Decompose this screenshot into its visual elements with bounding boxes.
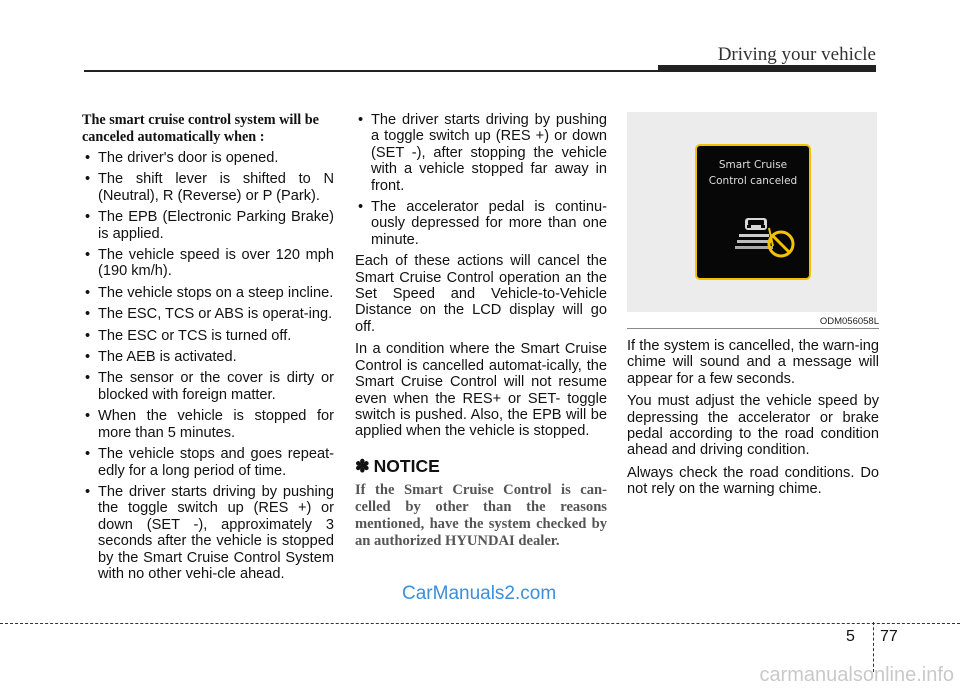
list-item: • When the vehicle is stopped for more than 5 minutes.: [82, 408, 334, 441]
cluster-display-figure: [627, 112, 877, 312]
column-left: [82, 112, 334, 587]
footer-site-link[interactable]: carmanualsonline.info: [759, 664, 954, 686]
list-item: • The ESC, TCS or ABS is operat-ing.: [82, 306, 334, 322]
list-item: • The driver starts driving by pushing a toggle switch up (RES +) or down (SET -), after stopping the vehicle with a vehicle stopped far away in front.: [355, 112, 607, 194]
page-number: 77: [880, 628, 898, 645]
body-paragraph: You must adjust the vehicle speed by depressing the accelerator or brake pedal according to the road condition ahead and driving condition.: [627, 393, 879, 459]
body-paragraph: Each of these actions will cancel the Smart Cruise Control operation an the Set Speed and Vehicle-to-Vehicle Distance on the LCD display will go off.: [355, 253, 607, 335]
footer-rule: [0, 623, 960, 624]
header-rule-accent: [658, 65, 876, 71]
list-item: • The ESC or TCS is turned off.: [82, 328, 334, 344]
cancel-conditions-list: [82, 150, 334, 582]
list-item: • The vehicle stops and goes repeat-edly for a long period of time.: [82, 446, 334, 479]
watermark-link[interactable]: CarManuals2.com: [402, 583, 557, 604]
notice-title: NOTICE: [373, 455, 440, 476]
notice-text: If the Smart Cruise Control is can-celled by other than the reasons mentioned, have the system checked by an authorized HYUNDAI dealer.: [355, 482, 607, 550]
list-item: • The driver's door is opened.: [82, 150, 334, 166]
lcd-message: [697, 157, 809, 189]
list-item: • The shift lever is shifted to N (Neutral), R (Reverse) or P (Park).: [82, 171, 334, 204]
body-paragraph: If the system is cancelled, the warn-ing chime will sound and a message will appear for a few seconds.: [627, 338, 879, 387]
lcd-display: [695, 144, 811, 280]
body-paragraph: Always check the road conditions. Do not rely on the warning chime.: [627, 464, 879, 498]
list-item: • The EPB (Electronic Parking Brake) is applied.: [82, 209, 334, 242]
cancel-conditions-lead: The smart cruise control system will be canceled automatically when :: [82, 112, 319, 145]
column-middle: [355, 112, 607, 550]
list-item: • The vehicle speed is over 120 mph (190 km/h).: [82, 247, 334, 280]
page-header-title: Driving your vehicle: [717, 44, 876, 65]
lcd-message-line1: Smart Cruise: [718, 159, 788, 171]
list-item: • The vehicle stops on a steep incline.: [82, 285, 334, 301]
cancel-conditions-list-continued: [355, 112, 607, 248]
notice-icon: ✽: [355, 455, 370, 476]
notice-heading: [355, 455, 607, 476]
body-paragraph: In a condition where the Smart Cruise Control is cancelled automat-ically, the Smart Cruise Control will not resume even when the RES+ or SET- toggle switch is pushed. Also, the EPB will be applied when the vehicle is stopped.: [355, 341, 607, 440]
list-item: • The driver starts driving by pushing the toggle switch up (RES +) or down (SET -), approximately 3 seconds after the vehicle is stopped by the Smart Cruise Control System with no other vehi-cle ahead.: [82, 484, 334, 582]
list-item: • The sensor or the cover is dirty or blocked with foreign matter.: [82, 370, 334, 403]
figure-divider: [627, 328, 879, 329]
figure-code-label: ODM056058L: [819, 316, 879, 327]
section-number: 5: [846, 628, 855, 645]
column-right: [627, 112, 879, 504]
figure-code: [627, 314, 879, 330]
cruise-canceled-icon: [733, 216, 795, 260]
list-item: • The AEB is activated.: [82, 349, 334, 365]
list-item: • The accelerator pedal is continu-ously depressed for more than one minute.: [355, 199, 607, 248]
lcd-message-line2: Control canceled: [708, 175, 798, 187]
